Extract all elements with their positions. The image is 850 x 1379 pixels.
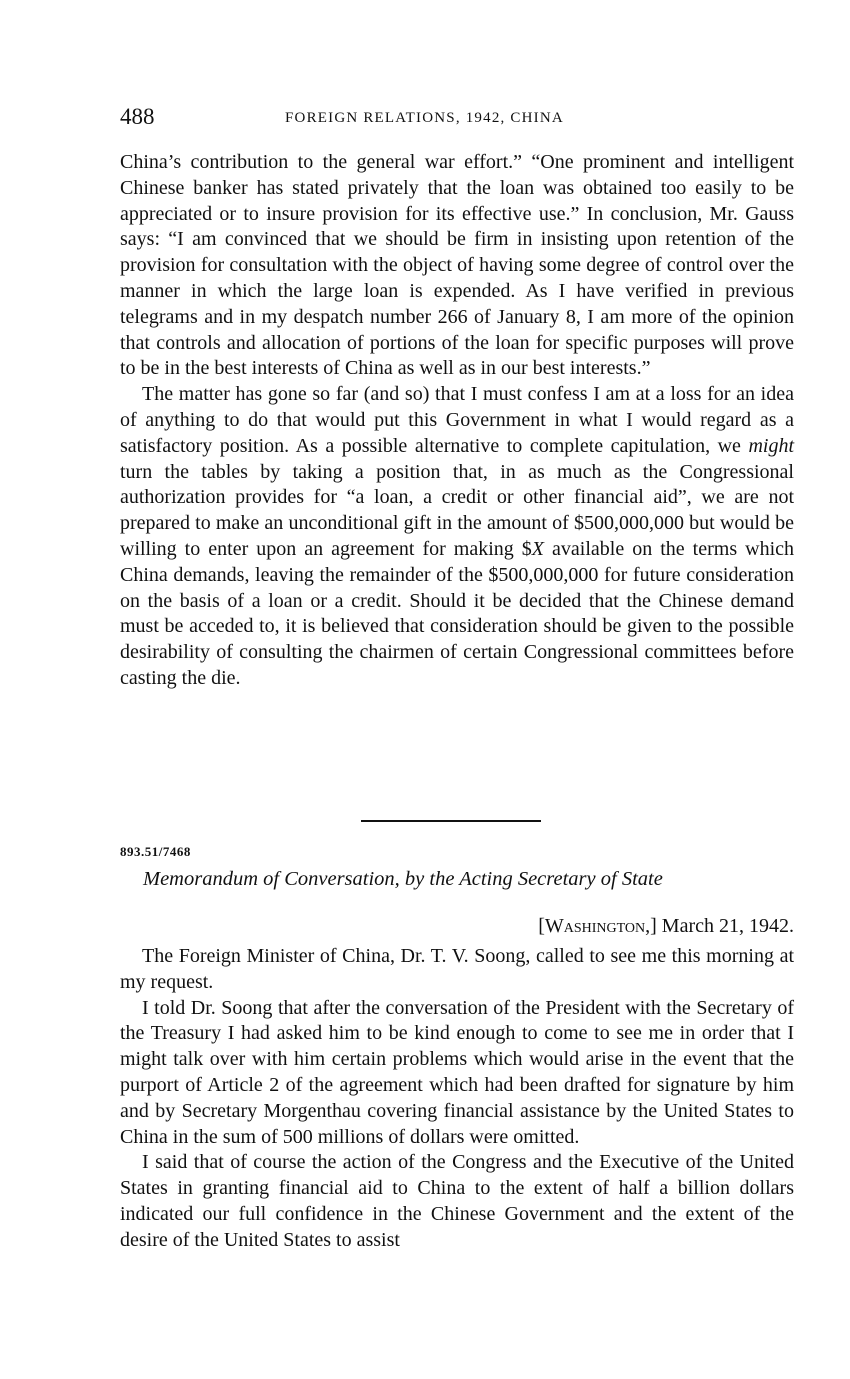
paragraph-2-part-1: The matter has gone so far (and so) that I must confess I am at a loss for an idea of anything to do that would put this Government in what I would regard as a satisfactory position. As a possible alternative to complete capitulation, we [120, 383, 794, 457]
continued-paragraph-1: China’s contribution to the general war effort.” “One prominent and intelligent Chinese banker has stated privately that the loan was obtained too easily to be appreciated or to insure provision for its effective use.” In conclusion, Mr. Gauss says: “I am convinced that we should be firm in insisting upon retention of the provision for consultation with the object of having some degree of control over the manner in which the large loan is expended. As I have verified in previous telegrams and in my despatch number 266 of January 8, I am more of the opinion that controls and allocation of portions of the loan for specific purposes will prove to be in the best interests of China as well as in our best interests.” [120, 151, 794, 380]
memo-paragraph-3: I said that of course the action of the Congress and the Executive of the United States in granting financial aid to China to the extent of half a billion dollars indicated our full confidence in the Chinese Government and the extent of the desire of the United States to assist [120, 1151, 794, 1251]
paragraph-2-part-2: turn the tables by taking a position that, in as much as the Congressional authorization provides for “a loan, a credit or other financial aid”, we are not prepared to make an unconditional gift in the amount of $500,000,000 but would be willing to enter upon an agreement for making $ [120, 460, 794, 560]
variable-x: X [531, 537, 545, 560]
memo-paragraph-2: I told Dr. Soong that after the conversation of the President with the Secretary of the Treasury I had asked him to be kind enough to come to see me in order that I might talk over with him certain problems which would arise in the event that the purport of Article 2 of the agreement which had been drafted for signature by him and by Secretary Morgenthau covering financial assistance by the United States to China in the sum of 500 millions of dollars were omitted. [120, 996, 794, 1148]
dateline [538, 915, 794, 938]
page-number: 488 [120, 104, 155, 129]
file-number: 893.51/7468 [120, 844, 191, 859]
continued-paragraph-2 [120, 382, 794, 692]
dateline-place: [Washington,] [538, 915, 657, 937]
running-head: FOREIGN RELATIONS, 1942, CHINA [285, 110, 564, 126]
paragraph-2-part-3: available on the terms which China demands, leaving the remainder of the $500,000,000 for future consideration on the basis of a loan or a credit. Should it be decided that the Chinese demand must be acceded to, it is believed that consideration should be given to the possible desirability of consulting the chairmen of certain Congressional committees before casting the die. [120, 537, 795, 689]
section-divider [361, 820, 541, 822]
page-header [120, 104, 795, 134]
emphasis-might: might [748, 434, 794, 457]
memo-paragraph-1: The Foreign Minister of China, Dr. T. V. Soong, called to see me this morning at my request. [120, 945, 794, 993]
dateline-date: March 21, 1942. [656, 915, 794, 937]
memorandum-text-block [120, 944, 794, 1254]
continued-text-block [120, 150, 794, 692]
document-title: Memorandum of Conversation, by the Acting Secretary of State [143, 868, 663, 890]
